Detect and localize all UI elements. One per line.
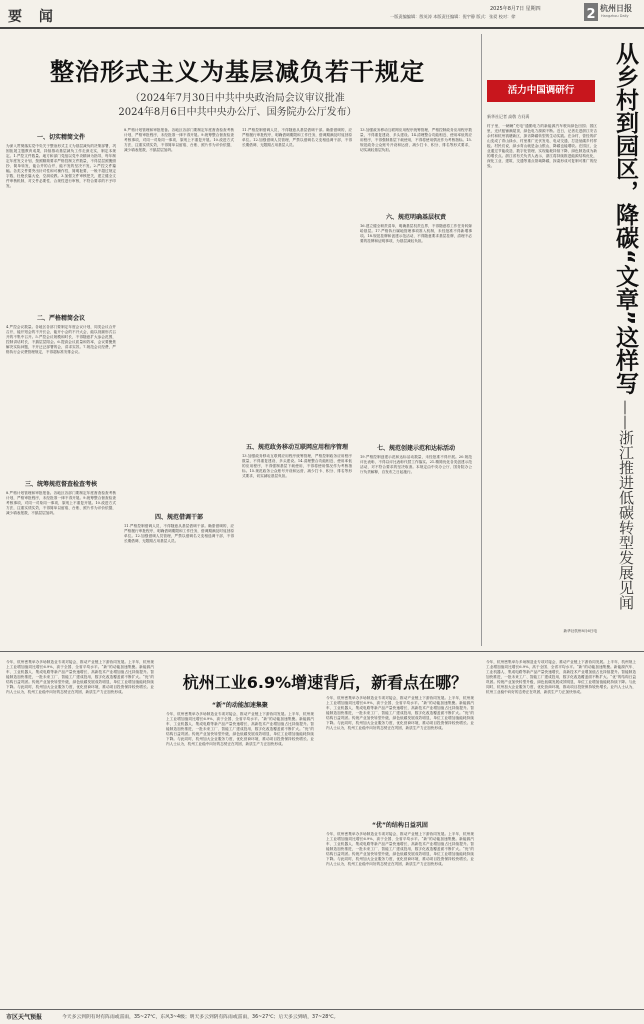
- weather-footer: [0, 1011, 644, 1023]
- section-body: 11.严格控制借调人员，不得随意从基层借调干部。确需借调的，应严格履行审批程序，明确借调期限和工作任务，借调期满及时返回原单位。12.加强借调人员管理，严禁以借调名义变相选调干部，不得长期借调、无限期占用基层人员。: [242, 128, 352, 148]
- section-body: 13.加强政务移动互联网应用程序统筹管理，严格控制政务应用程序数量，不得重复建设、多头建设。14.清理整合功能相近、使用率低的应用程序，不得强制基层下载使用，不得将使用情况作为考核指标。15.规范政务公众账号开设和运营，减少打卡、积分、排名等形式要求，切实减轻基层负担。: [242, 454, 352, 479]
- column-banner-text: 活力中国调研行: [507, 85, 575, 96]
- lower-col-text: 今年，杭州密集举办多场制造业专项对接会，推动产业链上下游协同发展。上半年，杭州规上工业增加值同比增长6.9%，高于全国、全省平均水平。“新”的动能加速集聚。新能源汽车、工业机器人、集成电路等新产品产量快速增长，高新技术产业增加值占比持续提升。智能制造加快推进，一批未来工厂、智能工厂建成投用，数字化改造覆盖面不断扩大。“优”的结构日益巩固。传统产业加快转型升级，绿色低碳发展成效明显，单位工业增加值能耗持续下降。与此同时，杭州加大企业服务力度，优化营商环境，推动项目投资保持较快增长。业内人士认为，杭州工业稳中向好的态势正在巩固，新质生产力正加快形成。: [166, 712, 314, 747]
- lower-title: 杭州工业6.9%增速背后，新看点在哪？: [182, 673, 468, 692]
- section-heading: 二、严格精简会议: [36, 315, 85, 322]
- main-body: [6, 128, 476, 598]
- section-heading: 一、切实精简文件: [36, 134, 85, 141]
- weather-text: 今天多云到阴有时有阵雨或雷雨，35~27℃，东风3~4级；明天多云到阴有阵雨或雷雨，36~27℃；后天多云到晴，37~28℃。: [62, 1014, 339, 1020]
- paper-name: 杭州日报: [600, 3, 632, 13]
- lower-col-text: 今年，杭州密集举办多场制造业专项对接会，推动产业链上下游协同发展。上半年，杭州规上工业增加值同比增长6.9%，高于全国、全省平均水平。“新”的动能加速集聚。新能源汽车、工业机器人、集成电路等新产品产量快速增长，高新技术产业增加值占比持续提升。智能制造加快推进，一批未来工厂、智能工厂建成投用，数字化改造覆盖面不断扩大。“优”的结构日益巩固。传统产业加快转型升级，绿色低碳发展成效明显，单位工业增加值能耗持续下降。与此同时，杭州加大企业服务力度，优化营商环境，推动项目投资保持较快增长。业内人士认为，杭州工业稳中向好的态势正在巩固，新质生产力正加快形成。: [326, 696, 474, 731]
- lower-col-3: [326, 696, 474, 1000]
- lower-subheading-opt: “优”的结构日益巩固: [372, 822, 428, 829]
- lower-col-text: 今年，杭州密集举办多场制造业专项对接会，推动产业链上下游协同发展。上半年，杭州规上工业增加值同比增长6.9%，高于全国、全省平均水平。“新”的动能加速集聚。新能源汽车、工业机器人、集成电路等新产品产量快速增长，高新技术产业增加值占比持续提升。智能制造加快推进，一批未来工厂、智能工厂建成投用，数字化改造覆盖面不断扩大。“优”的结构日益巩固。传统产业加快转型升级，绿色低碳发展成效明显，单位工业增加值能耗持续下降。与此同时，杭州加大企业服务力度，优化营商环境，推动项目投资保持较快增长。业内人士认为，杭州工业稳中向好的态势正在巩固，新质生产力正加快形成。: [326, 832, 474, 867]
- column-end-note: 新华社杭州8月6日电: [563, 629, 597, 633]
- section-heading: 七、规范创建示范和达标活动: [376, 445, 455, 452]
- section-heading: 四、规范借调干部: [154, 514, 203, 521]
- main-col-3: [242, 128, 352, 598]
- paper-sub: Hangzhou Daily: [601, 14, 629, 18]
- section-body: 为深入贯彻落实党中央关于整治形式主义为基层减负的决策部署，巩固拓展主题教育成果，持续推动基层减负工作走深走实，制定本规定。1.严控文件数量。地方和部门党组以党中央精神为指导，每年制定年度发文计划，按照精简要求严格控制文件数量，不得层层照搬照抄、简单转发，能合并的合并，能不发的坚决不发。2.严控文件篇幅。各类文件要突出针对性和可操作性，简明扼要，一般不超过规定字数，杜绝长篇大论、空洞说教。3.加强文件审核把关，建立健全文件审核机制，对文件必要性、合规性进行审核，不符合要求的不予印发。: [6, 144, 116, 189]
- lower-col-4: 今年，杭州密集举办多场制造业专项对接会，推动产业链上下游协同发展。上半年，杭州规上工业增加值同比增长6.9%，高于全国、全省平均水平。“新”的动能加速集聚。新能源汽车、工业机器人、集成电路等新产品产量快速增长，高新技术产业增加值占比持续提升。智能制造加快推进，一批未来工厂、智能工厂建成投用，数字化改造覆盖面不断扩大。“优”的结构日益巩固。传统产业加快转型升级，绿色低碳发展成效明显，单位工业增加值能耗持续下降。与此同时，杭州加大企业服务力度，优化营商环境，推动项目投资保持较快增长。业内人士认为，杭州工业稳中向好的态势正在巩固，新质生产力正加快形成。: [486, 660, 636, 695]
- section-heading: 三、统筹规范督查检查考核: [24, 481, 97, 488]
- column-banner: [487, 80, 595, 102]
- header-rule: [0, 27, 644, 29]
- footer-rule: [0, 1009, 644, 1010]
- editor-line: 一版责编编辑：殷英涛 本版责任编辑：倪宇静 版式：张爱 校对：徐: [390, 14, 516, 19]
- main-title: 整治形式主义为基层减负若干规定: [50, 58, 425, 86]
- section-label: 要 闻: [8, 9, 59, 25]
- column-body: [487, 124, 597, 642]
- weather-label: 市区天气预报: [6, 1014, 43, 1021]
- column-byline: 新华社记者 高敬 方问禹: [487, 114, 530, 119]
- lower-col-2: [166, 696, 314, 1000]
- section-body: 13.加强政务移动互联网应用程序统筹管理，严格控制政务应用程序数量，不得重复建设、多头建设。14.清理整合功能相近、使用率低的应用程序，不得强制基层下载使用，不得将使用情况作为考核指标。15.规范政务公众账号开设和运营，减少打卡、积分、排名等形式要求，切实减轻基层负担。: [360, 128, 472, 153]
- main-col-2: [124, 128, 234, 598]
- section-heading: 五、规范政务移动互联网应用程序管理: [245, 444, 348, 451]
- section-body: 8.严格计划管理和审批报备。各地区各部门要制定年度督查检查考核计划，严格审批程序，未经批准一律不得开展。9.统筹整合督查检查考核事项，对同一对象同一事项，原则上不重复开展。10.改进方式方法，注重实绩实效，不得简单以留痕、台账、照片作为评价依据，减少填表报数，不搞层层加码。: [6, 491, 116, 516]
- page-number: 2: [586, 7, 596, 22]
- main-subtitle-1: （2024年7月30日中共中央政治局会议审议批准: [130, 93, 345, 104]
- date-line: 2025年8月7日 星期四: [490, 6, 541, 12]
- column-divider: [481, 34, 482, 646]
- section-body: 16.建立健全职责清单，明确基层权责边界，不得随意将工作任务转嫁给基层。17.严格执行属地管理事项准入机制，未经批准不得新增事项。18.规范挂牌和创建示范活动，不得随意要求基层挂牌，清理不必要的挂牌和证明事项，为基层减轻负担。: [360, 224, 472, 244]
- section-heading: 六、规范明确基层权责: [385, 214, 446, 221]
- section-body: 4.严控会议数量。各地区各部门要制定年度会议计划，同类会议合并召开，能开短会的不开长会，能开小会的不开大会，能以视频形式召开的不集中召开。5.严控会议规模和时长，不得随意扩大参会范围，控制讲话时长，不搞层层陪会。6.提高会议质量和效率，会议要聚焦解决实际问题，不开泛泛部署的会，讲求实效。7.规范会议经费，严格执行会议费管理规定，不得超标准安排会议。: [6, 325, 116, 355]
- page-number-box: [584, 3, 598, 21]
- section-body: 19.严格控制创建示范和达标活动数量，未经批准不得开展。20.规范评比表彰，不得以评比表彰代替工作落实。21.精简优化各类创建示范活动，对不符合要求的坚决取消。本规定由中央办公厅、国务院办公厅负责解释，自发布之日起施行。: [360, 455, 472, 475]
- main-col-1: [6, 128, 116, 598]
- column-body-text: 村子里，一辆辆“充电”通勤电力的新能源汽车驶向绿色田园；园区里，光伏板铺满屋顶，绿色电力源源不断。近日，记者走进浙江安吉余村和杭州钱塘新区，探访降碳转型的生动实践。在余村，曾经的矿山变成了青山绿水，村里推广光伏发电、电动交通，打造低碳乡村样板。村民们说，绿水青山就是金山银山，降碳也能增收。在园区，企业通过节能改造、数字化管理，实现能耗持续下降，绿色制造成为新的增长点。浙江省有关负责人表示，浙江将持续推进能源结构优化，深化工业、建筑、交通等重点领域降碳，探索形成可复制可推广的经验。: [487, 124, 597, 169]
- masthead-bar: [0, 0, 644, 28]
- section-body: 8.严格计划管理和审批报备。各地区各部门要制定年度督查检查考核计划，严格审批程序，未经批准一律不得开展。9.统筹整合督查检查考核事项，对同一对象同一事项，原则上不重复开展。10.改进方式方法，注重实绩实效，不得简单以留痕、台账、照片作为评价依据，减少填表报数，不搞层层加码。: [124, 128, 234, 153]
- lower-col-1: 今年，杭州密集举办多场制造业专项对接会，推动产业链上下游协同发展。上半年，杭州规上工业增加值同比增长6.9%，高于全国、全省平均水平。“新”的动能加速集聚。新能源汽车、工业机器人、集成电路等新产品产量快速增长，高新技术产业增加值占比持续提升。智能制造加快推进，一批未来工厂、智能工厂建成投用，数字化改造覆盖面不断扩大。“优”的结构日益巩固。传统产业加快转型升级，绿色低碳发展成效明显，单位工业增加值能耗持续下降。与此同时，杭州加大企业服务力度，优化营商环境，推动项目投资保持较快增长。业内人士认为，杭州工业稳中向好的态势正在巩固，新质生产力正加快形成。: [6, 660, 154, 695]
- main-subtitle-2: 2024年8月6日中共中央办公厅、国务院办公厅发布）: [118, 107, 357, 118]
- vertical-title: 从乡村到园区，降碳“文章”这样写: [612, 42, 638, 395]
- lower-rule: [0, 651, 644, 652]
- lower-subheading-new: “新”的动能加速集聚: [212, 702, 268, 709]
- vertical-subtitle: ——浙江推进低碳转型发展见闻: [617, 400, 635, 610]
- lower-body: [6, 660, 638, 1006]
- main-col-4: [360, 128, 472, 598]
- section-body: 11.严格控制借调人员，不得随意从基层借调干部。确需借调的，应严格履行审批程序，明确借调期限和工作任务，借调期满及时返回原单位。12.加强借调人员管理，严禁以借调名义变相选调干部，不得长期借调、无限期占用基层人员。: [124, 524, 234, 544]
